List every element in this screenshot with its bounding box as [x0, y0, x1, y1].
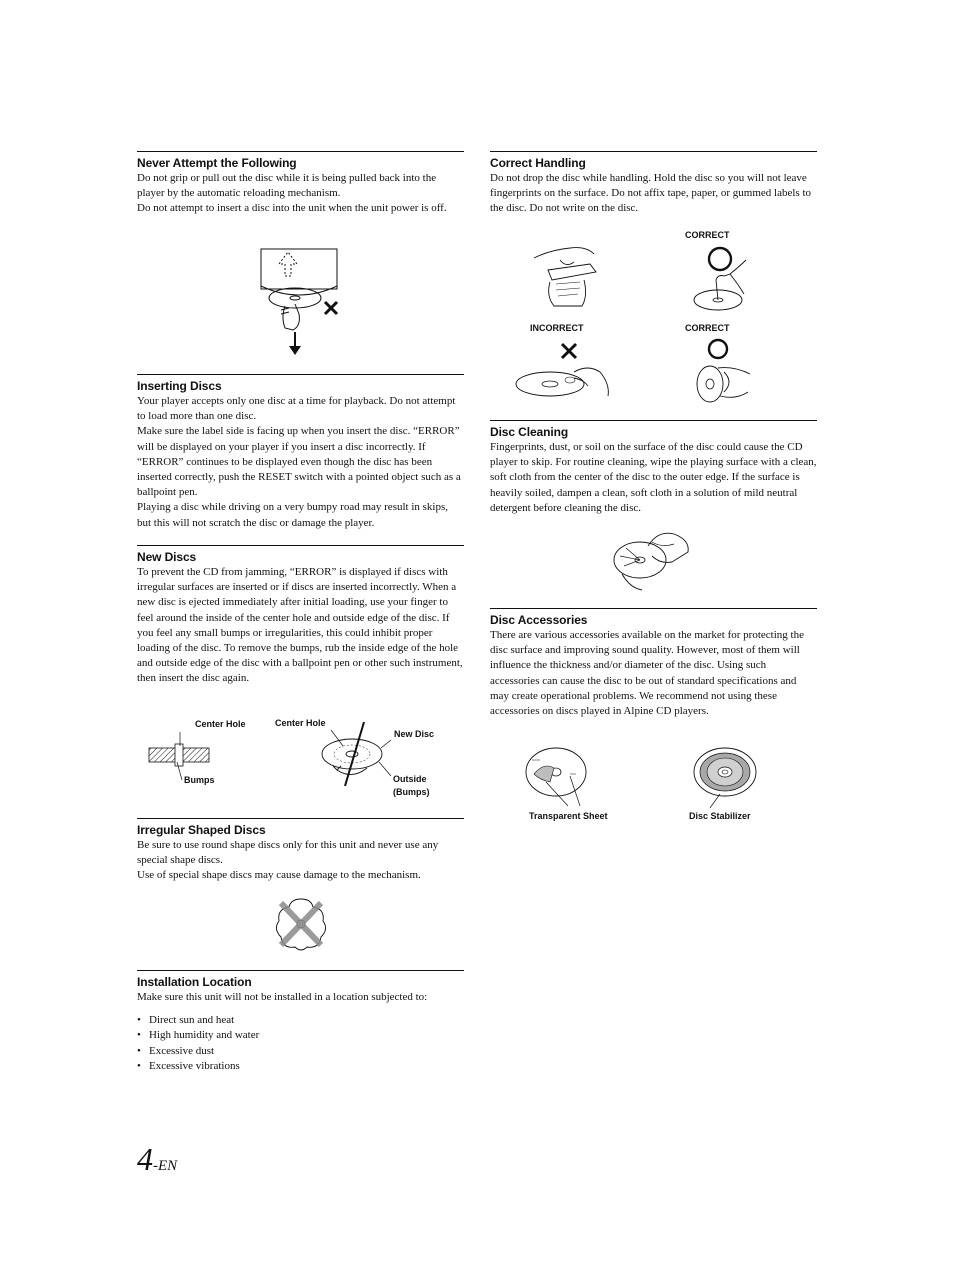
- label-transparent-sheet: Transparent Sheet: [529, 811, 608, 821]
- paragraph: Be sure to use round shape discs only for this unit and never use any special shape discs.: [137, 839, 439, 867]
- label-bumps: Bumps: [184, 775, 215, 785]
- paragraph: Do not grip or pull out the disc while it is being pulled back into the player by the automatic reloading mechanism.: [137, 172, 437, 200]
- handling-incorrect-illustration: [514, 338, 614, 402]
- section-title: Disc Cleaning: [490, 425, 569, 439]
- list-item: • Direct sun and heat: [137, 1013, 464, 1028]
- section-irregular-shaped-discs: [137, 818, 464, 884]
- section-disc-cleaning: [490, 420, 817, 516]
- label-outside: Outside: [393, 774, 427, 784]
- label-incorrect: INCORRECT: [530, 323, 584, 333]
- section-title: Installation Location: [137, 975, 252, 989]
- section-disc-accessories: [490, 608, 817, 719]
- handling-incorrect-top-illustration: [530, 240, 610, 312]
- section-installation-location: [137, 970, 464, 1074]
- page-number-digit: 4: [137, 1141, 153, 1177]
- section-title: Never Attempt the Following: [137, 156, 297, 170]
- paragraph: Do not attempt to insert a disc into the unit when the unit power is off.: [137, 202, 447, 215]
- paragraph: To prevent the CD from jamming, “ERROR” is displayed if discs with irregular surfaces are inserted or if discs are inserted incorrectly. When a new disc is ejected immediately after initial loading, use your finger to feel around the inside of the center hole and outside edge of the disc. If you feel any small bumps or irregularities, this could inhibit proper loading of the disc. To remove the bumps, rub the inside edge of the hole and outside edge of the disc with a ballpoint pen or other such instrument, then insert the disc again.: [137, 566, 463, 685]
- paragraph: Your player accepts only one disc at a time for playback. Do not attempt to load more than one disc.: [137, 395, 456, 423]
- page-number-suffix: -EN: [153, 1158, 178, 1174]
- section-title: Inserting Discs: [137, 379, 222, 393]
- disc-stabilizer-illustration: [692, 746, 758, 808]
- paragraph: Do not drop the disc while handling. Hold the disc so you will not leave fingerprints on the surface. Do not affix tape, paper, or gummed labels to the disc. Do not write on the disc.: [490, 172, 812, 215]
- list-item: • Excessive dust: [137, 1044, 464, 1059]
- label-correct-top: CORRECT: [685, 230, 730, 240]
- section-inserting-discs: [137, 374, 464, 531]
- label-center-hole-left: Center Hole: [195, 719, 246, 729]
- transparent-sheet-illustration: [524, 746, 590, 808]
- installation-list: [137, 1013, 464, 1074]
- label-center-hole-right: Center Hole: [275, 718, 326, 728]
- paragraph: Fingerprints, dust, or soil on the surface of the disc could cause the CD player to skip. For routine cleaning, wipe the playing surface with a clean, soft cloth from the center of the disc to the outer edge. If the surface is heavily soiled, dampen a clean, soft cloth in a solution of mild neutral detergent before cleaning the disc.: [490, 441, 817, 514]
- label-outside-bumps: (Bumps): [393, 787, 430, 797]
- pull-disc-illustration: [255, 246, 347, 358]
- paragraph: There are various accessories available on the market for protecting the disc surface and improving sound quality. However, most of them will influence the thickness and/or diameter of the disc. Using such accessories can cause the disc to be out of standard specifications and may create operational problems. We recommend not using these accessories on discs played in Alpine CD players.: [490, 629, 804, 718]
- label-disc-stabilizer: Disc Stabilizer: [689, 811, 751, 821]
- section-title: Correct Handling: [490, 156, 586, 170]
- paragraph: Make sure this unit will not be installed in a location subjected to:: [137, 991, 428, 1003]
- section-correct-handling: [490, 151, 817, 217]
- section-new-discs: [137, 545, 464, 687]
- section-title: Disc Accessories: [490, 613, 588, 627]
- paragraph: Make sure the label side is facing up when you insert the disc. “ERROR” will be displayed on your player if you insert a disc incorrectly. If “ERROR” continues to be displayed even though the disc has been inserted correctly, push the RESET switch with a pointed object such as a ballpoint pen.: [137, 425, 461, 499]
- paragraph: Use of special shape discs may cause damage to the mechanism.: [137, 869, 421, 882]
- list-item: • Excessive vibrations: [137, 1059, 464, 1074]
- section-title: Irregular Shaped Discs: [137, 823, 266, 837]
- irregular-disc-illustration: [271, 895, 331, 953]
- label-correct-bottom: CORRECT: [685, 323, 730, 333]
- list-item: • High humidity and water: [137, 1028, 464, 1043]
- page-number: [137, 1141, 177, 1178]
- section-title: New Discs: [137, 550, 197, 564]
- handling-correct-bottom-illustration: [694, 338, 764, 404]
- section-never-attempt: [137, 151, 464, 217]
- paragraph: Playing a disc while driving on a very bumpy road may result in skips, but this will not scratch the disc or damage the player.: [137, 501, 449, 529]
- disc-cleaning-illustration: [612, 526, 692, 594]
- label-new-disc: New Disc: [394, 729, 435, 739]
- handling-correct-top-illustration: [690, 244, 760, 316]
